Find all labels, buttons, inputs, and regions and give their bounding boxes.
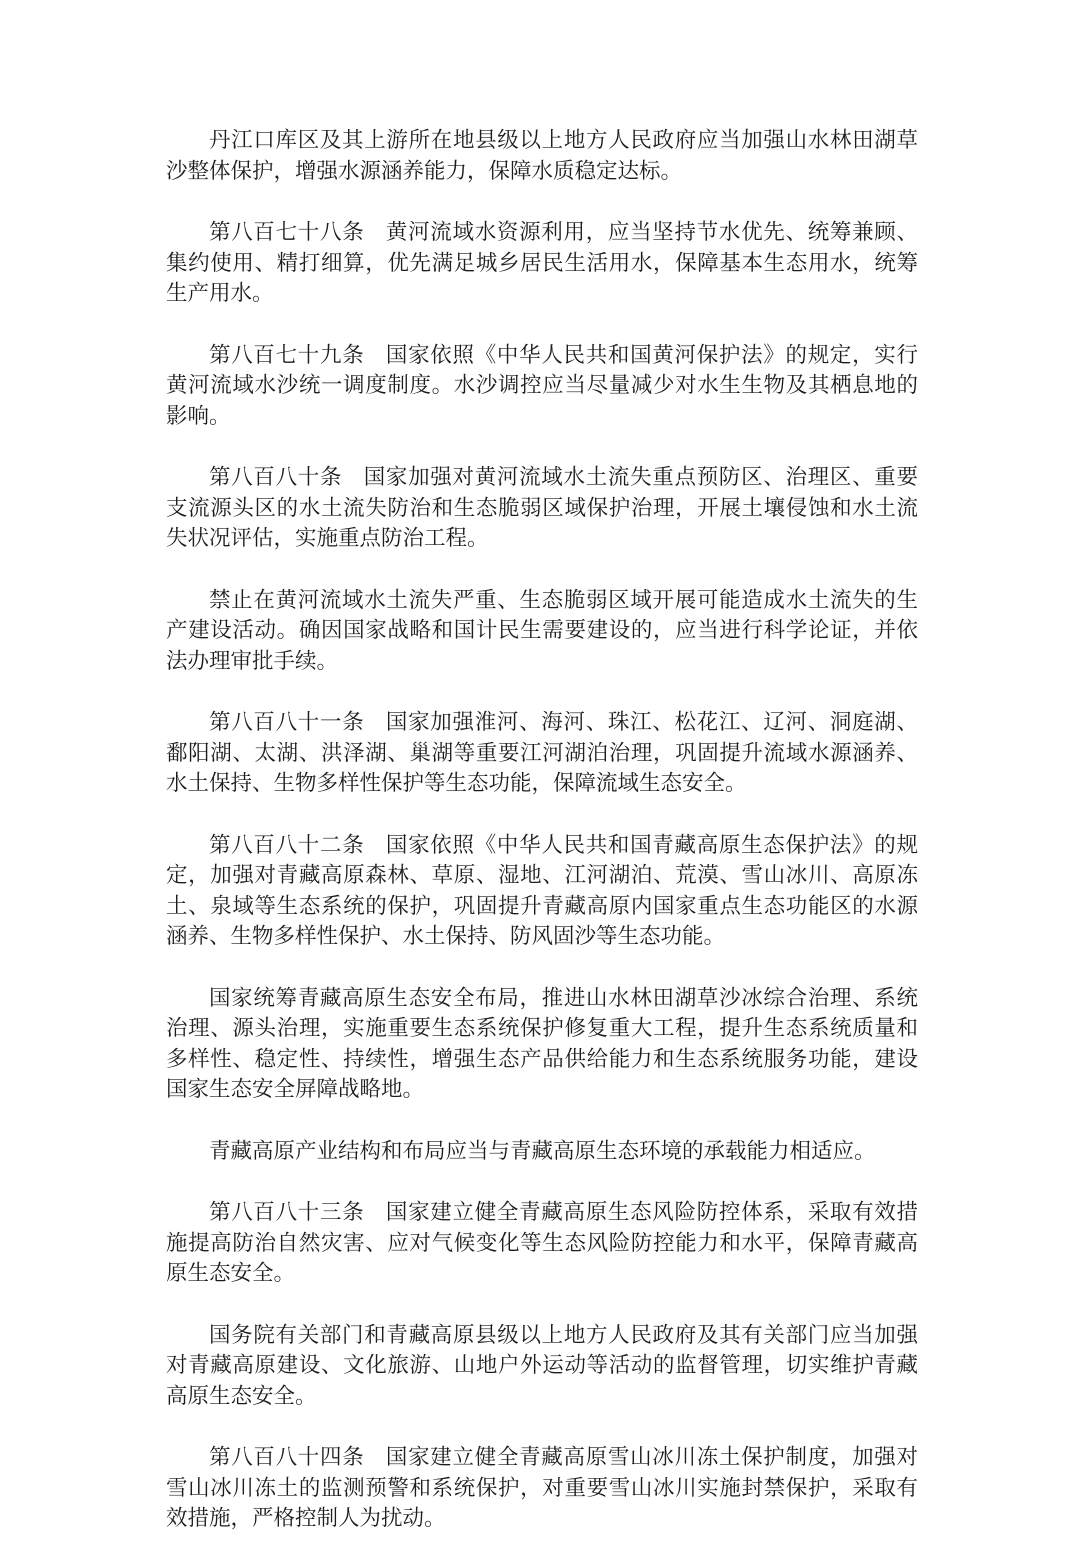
paragraph-text: 国家依照《中华人民共和国青藏高原生态保护法》的规定，加强对青藏高原森林、草原、湿地、江河湖泊、荒漠、雪山冰川、高原冻土、泉域等生态系统的保护，巩固提升青藏高原内国家重点生态功能区的水源涵养、生物多样性保护、水土保持、防风固沙等生态功能。 — [166, 832, 918, 949]
article-number: 第八百八十二条 — [209, 832, 365, 858]
article-paragraph — [166, 218, 918, 310]
article-number: 第八百八十三条 — [209, 1200, 365, 1225]
paragraph-text: 青藏高原产业结构和布局应当与青藏高原生态环境的承载能力相适应。 — [209, 1138, 876, 1164]
paragraph-text: 国家依照《中华人民共和国黄河保护法》的规定，实行黄河流域水沙统一调度制度。水沙调控应当尽量减少对水生生物及其栖息地的影响。 — [166, 342, 918, 429]
article-paragraph — [166, 831, 918, 953]
paragraph-text: 禁止在黄河流域水土流失严重、生态脆弱区域开展可能造成水土流失的生产建设活动。确因国家战略和国计民生需要建设的，应当进行科学论证，并依法办理审批手续。 — [166, 587, 918, 674]
document-body — [166, 126, 918, 1566]
article-paragraph — [166, 1198, 918, 1290]
paragraph-text: 丹江口库区及其上游所在地县级以上地方人民政府应当加强山水林田湖草沙整体保护，增强水源涵养能力，保障水质稳定达标。 — [166, 128, 918, 184]
article-number: 第八百八十一条 — [209, 710, 365, 735]
paragraph-text: 黄河流域水资源利用，应当坚持节水优先、统筹兼顾、集约使用、精打细算，优先满足城乡居民生活用水，保障基本生态用水，统筹生产用水。 — [166, 220, 918, 306]
paragraph-text: 国务院有关部门和青藏高原县级以上地方人民政府及其有关部门应当加强对青藏高原建设、文化旅游、山地户外运动等活动的监督管理，切实维护青藏高原生态安全。 — [166, 1322, 918, 1409]
paragraph — [166, 126, 918, 187]
article-paragraph — [166, 1443, 918, 1535]
paragraph-text: 国家统筹青藏高原生态安全布局，推进山水林田湖草沙冰综合治理、系统治理、源头治理，实施重要生态系统保护修复重大工程，提升生态系统质量和多样性、稳定性、持续性，增强生态产品供给能力和生态系统服务功能，建设国家生态安全屏障战略地。 — [166, 985, 918, 1102]
article-number: 第八百八十四条 — [209, 1445, 365, 1470]
article-paragraph — [166, 341, 918, 433]
article-number: 第八百七十九条 — [209, 342, 365, 368]
paragraph-text: 国家加强淮河、海河、珠江、松花江、辽河、洞庭湖、鄱阳湖、太湖、洪泽湖、巢湖等重要江河湖泊治理，巩固提升流域水源涵养、水土保持、生物多样性保护等生态功能，保障流域生态安全。 — [166, 710, 918, 796]
article-number: 第八百八十条 — [209, 465, 343, 490]
article-paragraph — [166, 708, 918, 800]
paragraph-text: 国家加强对黄河流域水土流失重点预防区、治理区、重要支流源头区的水土流失防治和生态脆弱区域保护治理，开展土壤侵蚀和水土流失状况评估，实施重点防治工程。 — [166, 465, 918, 551]
paragraph-text: 国家建立健全青藏高原雪山冰川冻土保护制度，加强对雪山冰川冻土的监测预警和系统保护，对重要雪山冰川实施封禁保护，采取有效措施，严格控制人为扰动。 — [166, 1445, 918, 1531]
paragraph — [166, 1137, 918, 1168]
paragraph — [166, 1321, 918, 1413]
article-number: 第八百七十八条 — [209, 220, 365, 245]
paragraph — [166, 984, 918, 1106]
paragraph — [166, 586, 918, 678]
paragraph-text: 国家建立健全青藏高原生态风险防控体系，采取有效措施提高防治自然灾害、应对气候变化等生态风险防控能力和水平，保障青藏高原生态安全。 — [166, 1200, 918, 1286]
article-paragraph — [166, 463, 918, 555]
